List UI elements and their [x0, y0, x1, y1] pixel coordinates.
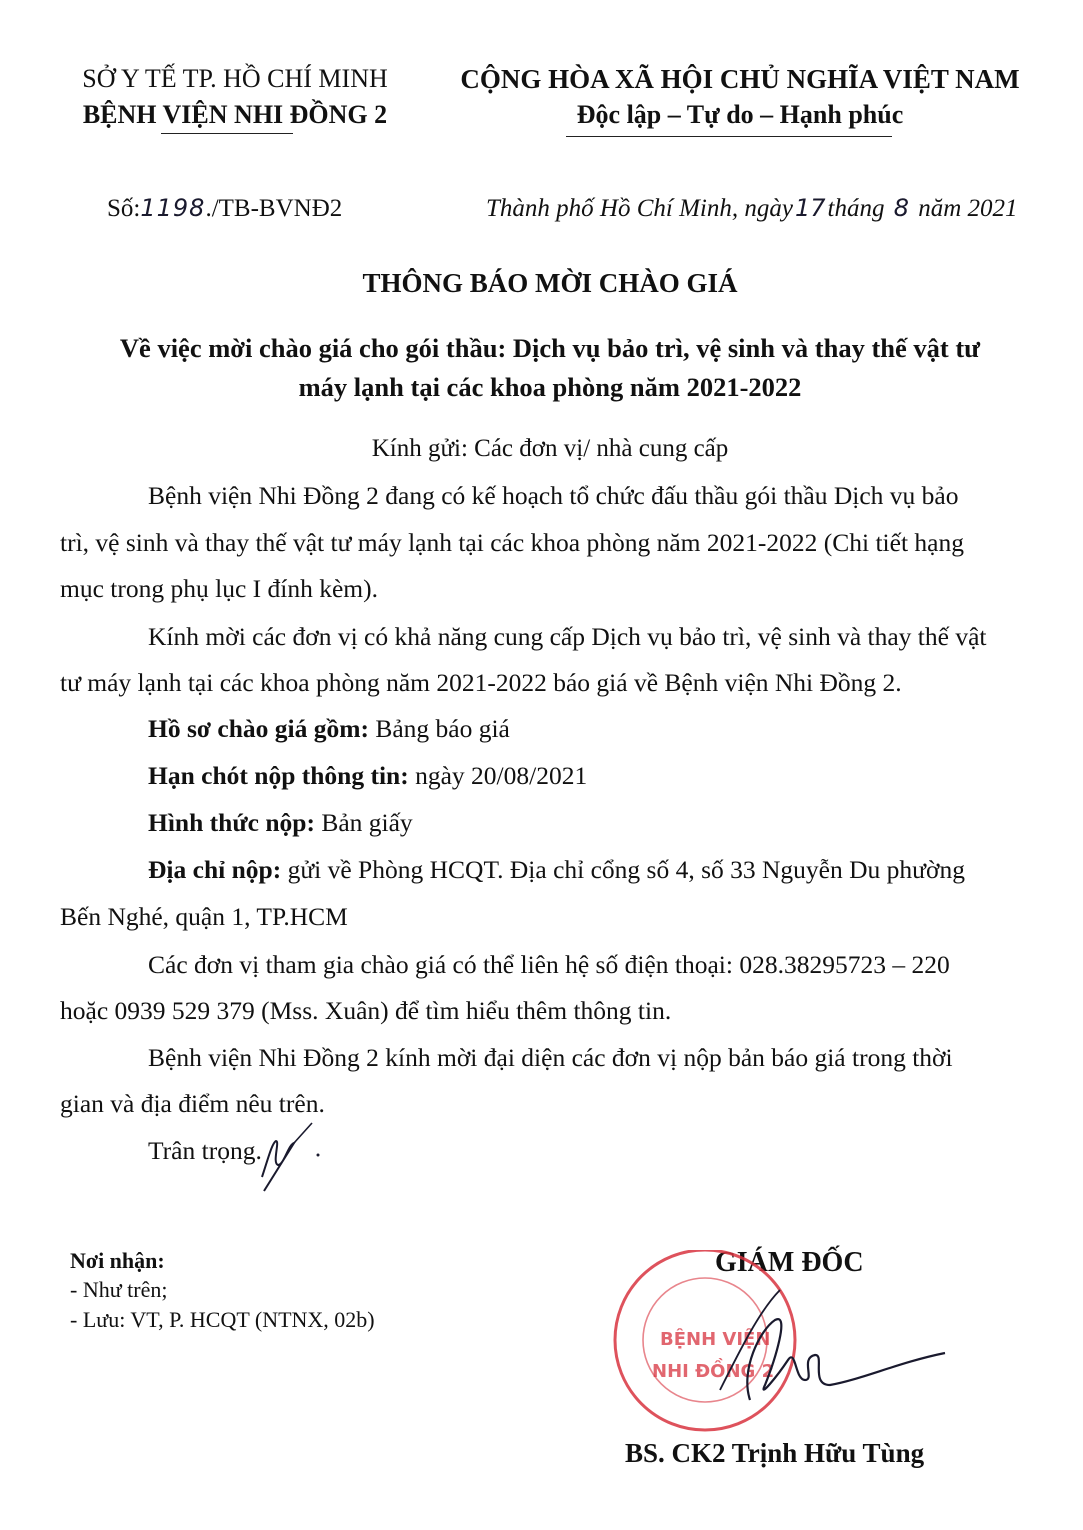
recipient-line: Kính gửi: Các đơn vị/ nhà cung cấp [371, 435, 729, 462]
submission-form-line [148, 810, 413, 836]
official-stamp [600, 1250, 960, 1450]
dossier-line [148, 716, 510, 742]
deadline-value: ngày 20/08/2021 [408, 761, 588, 790]
right-header-underline [566, 136, 892, 137]
contact-line-1: Các đơn vị tham gia chào giá có thể liên hệ số điện thoại: 028.38295723 – 220 [148, 950, 950, 979]
hospital-name: BỆNH VIỆN NHI ĐỒNG 2 [82, 100, 388, 129]
national-title: CỘNG HÒA XÃ HỘI CHỦ NGHĨA VIỆT NAM [460, 64, 1020, 94]
invite-line-2: gian và địa điểm nêu trên. [60, 1089, 325, 1118]
closing-line: Trân trọng. [148, 1136, 262, 1165]
address-label: Địa chỉ nộp: [148, 855, 282, 884]
contact-line-2: hoặc 0939 529 379 (Mss. Xuân) để tìm hiểu thêm thông tin. [60, 996, 672, 1025]
paragraph-1-line-3: mục trong phụ lục I đính kèm). [60, 574, 378, 603]
number-suffix: ./TB-BVNĐ2 [205, 195, 343, 222]
stamp-seal [615, 1250, 795, 1430]
date-part3: năm 2021 [918, 195, 1018, 222]
left-header-underline [161, 133, 293, 134]
number-prefix: Số: [107, 195, 141, 222]
distribution-item-1: - Như trên; [70, 1277, 168, 1302]
stamp-text-line-1: BỆNH VIỆN [660, 1329, 771, 1350]
stamp-text-line-2: NHI ĐỒNG 2 [652, 1361, 775, 1382]
distribution-item-2: - Lưu: VT, P. HCQT (NTNX, 02b) [70, 1307, 375, 1332]
subject-line-1: Về việc mời chào giá cho gói thầu: Dịch vụ bảo trì, vệ sinh và thay thế vật tư [119, 333, 981, 363]
paragraph-1-line-2: trì, vệ sinh và thay thế vật tư máy lạnh tại các khoa phòng năm 2021-2022 (Chi tiết hạng [60, 528, 964, 557]
dossier-value: Bảng báo giá [368, 714, 510, 743]
national-motto: Độc lập – Tự do – Hạnh phúc [576, 100, 904, 129]
document-title: THÔNG BÁO MỜI CHÀO GIÁ [362, 268, 738, 298]
document-number [107, 194, 342, 223]
paragraph-2-line-1: Kính mời các đơn vị có khả năng cung cấp Dịch vụ bảo trì, vệ sinh và thay thế vật [148, 622, 987, 651]
address-line-2: Bến Nghé, quận 1, TP.HCM [60, 902, 348, 931]
dossier-label: Hồ sơ chào giá gồm: [148, 714, 369, 743]
handwritten-day: 17 [794, 194, 826, 222]
paragraph-2-line-2: tư máy lạnh tại các khoa phòng năm 2021-2022 báo giá về Bệnh viện Nhi Đồng 2. [60, 668, 902, 697]
date-part1: Thành phố Hồ Chí Minh, ngày [486, 195, 793, 222]
handwritten-month: 8 [893, 194, 909, 222]
distribution-label: Nơi nhận: [70, 1248, 165, 1273]
form-label: Hình thức nộp: [148, 808, 315, 837]
date-part2: tháng [827, 195, 885, 222]
deadline-line [148, 763, 587, 789]
address-value: gửi về Phòng HCQT. Địa chỉ cổng số 4, số 33 Nguyễn Du phường [281, 855, 965, 884]
handwritten-number: 1198 [140, 194, 206, 222]
signer-position: GIÁM ĐỐC [715, 1247, 864, 1278]
agency-name: SỞ Y TẾ TP. HỒ CHÍ MINH [82, 64, 388, 93]
initial-mark [250, 1115, 340, 1195]
issue-date [486, 194, 1018, 223]
address-line-1 [148, 857, 965, 883]
paragraph-1-line-1: Bệnh viện Nhi Đồng 2 đang có kế hoạch tổ chức đấu thầu gói thầu Dịch vụ bảo [148, 481, 959, 510]
signer-name: BS. CK2 Trịnh Hữu Tùng [625, 1438, 925, 1468]
deadline-label: Hạn chót nộp thông tin: [148, 761, 409, 790]
invite-line-1: Bệnh viện Nhi Đồng 2 kính mời đại diện các đơn vị nộp bản báo giá trong thời [148, 1043, 953, 1072]
subject-line-2: máy lạnh tại các khoa phòng năm 2021-2022 [298, 372, 802, 402]
form-value: Bản giấy [314, 808, 413, 837]
